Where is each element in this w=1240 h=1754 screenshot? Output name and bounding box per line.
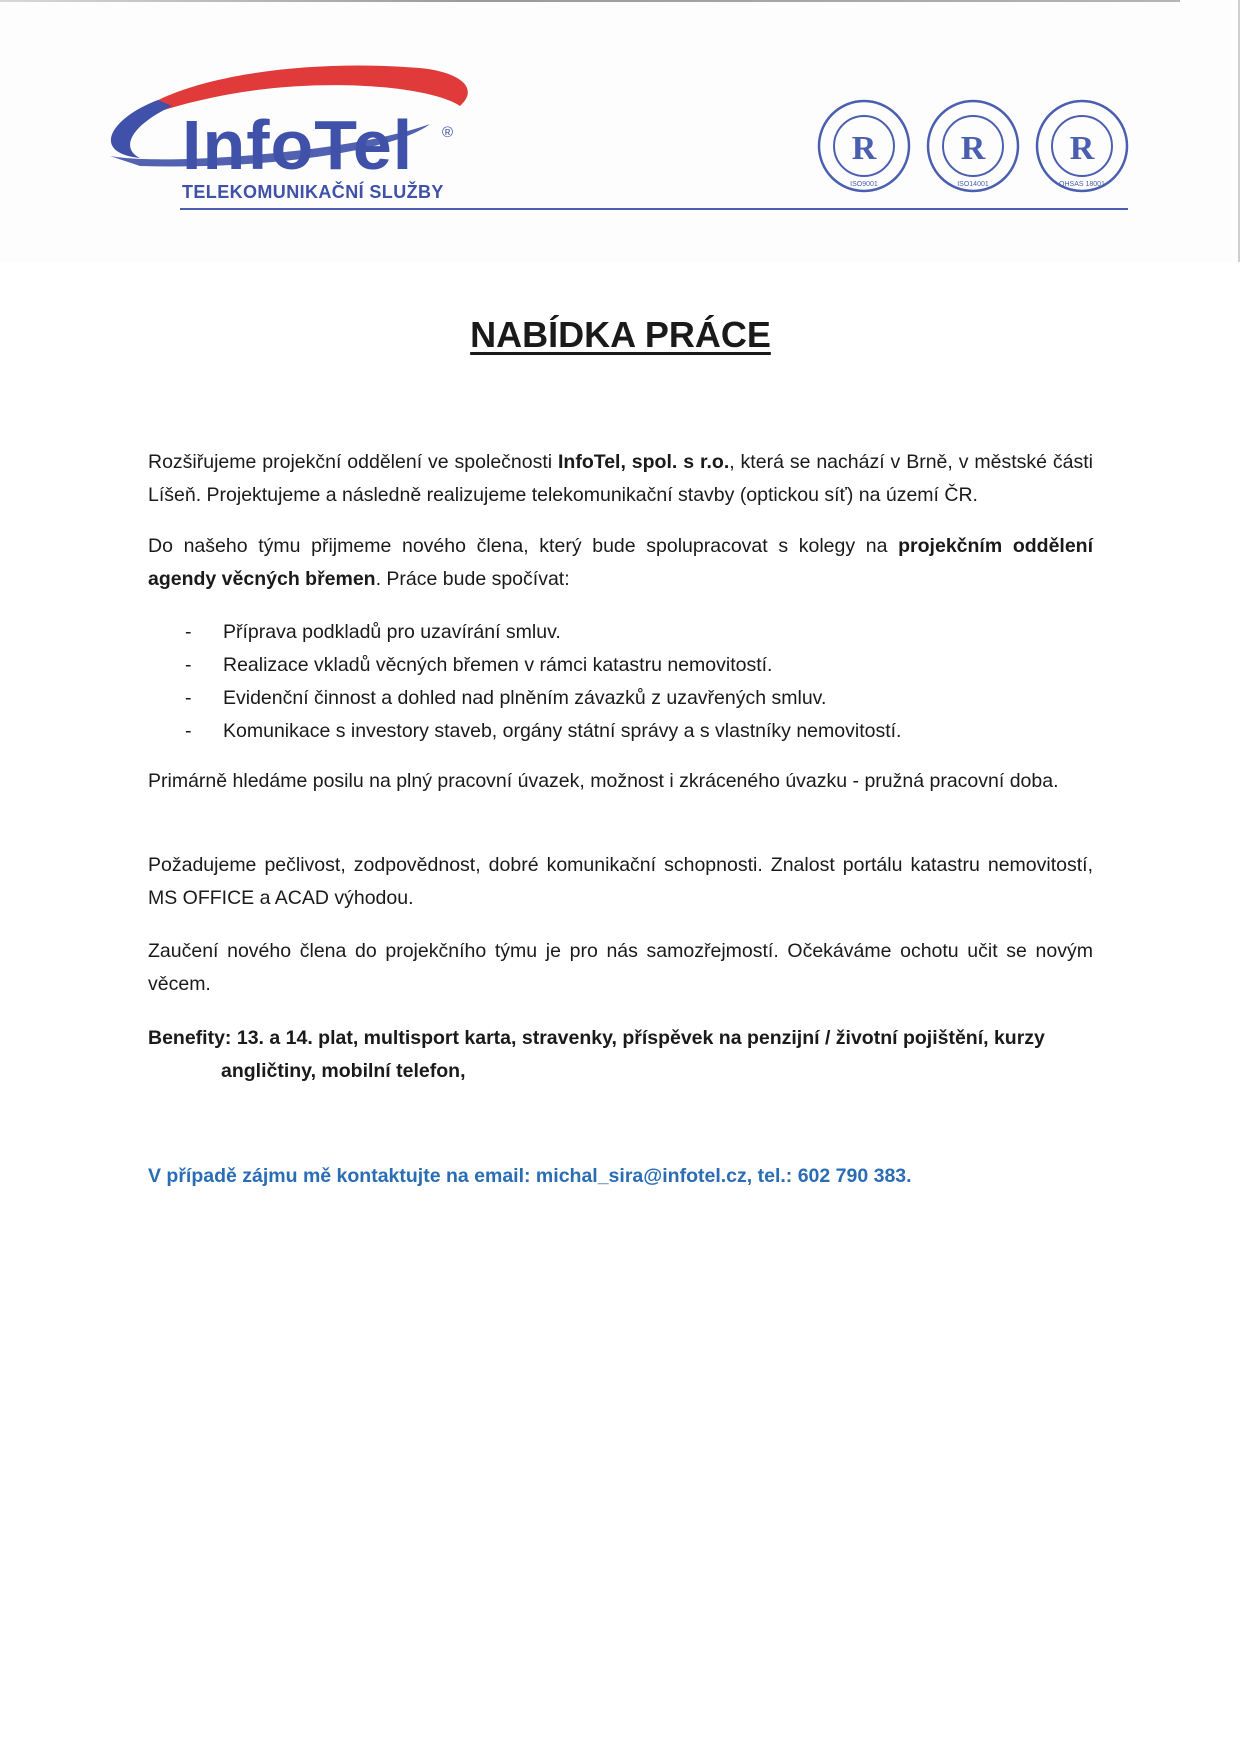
task-text: Příprava podkladů pro uzavírání smluv. — [223, 621, 561, 643]
logo-wordmark: InfoTel — [182, 106, 414, 184]
page-title: NABÍDKA PRÁCE — [470, 314, 771, 355]
bullet-dash: - — [185, 654, 192, 676]
letterhead-divider — [180, 208, 1128, 210]
letterhead — [0, 0, 1240, 262]
svg-text:R: R — [960, 130, 986, 167]
contact-line: V případě zájmu mě kontaktujte na email: michal_sira@infotel.cz, tel.: 602 790 383. — [148, 1165, 912, 1187]
svg-text:R: R — [1069, 130, 1095, 167]
svg-text:ISO9001: ISO9001 — [850, 181, 878, 188]
intro-text: Rozšiřujeme projekční oddělení ve společnosti — [148, 451, 559, 473]
company-logo — [100, 58, 480, 208]
bullet-dash: - — [185, 621, 192, 643]
lrqa-seal-icon — [816, 98, 912, 194]
list-item — [148, 616, 1093, 649]
svg-text:OHSAS 18001: OHSAS 18001 — [1059, 181, 1105, 188]
requirements-paragraph: Požadujeme pečlivost, zodpovědnost, dobré komunikační schopnosti. Znalost portálu katastru nemovitostí, MS OFFICE a ACAD výhodou. — [148, 854, 1093, 909]
list-item — [148, 715, 1093, 748]
registered-mark: ® — [442, 124, 454, 141]
task-text: Evidenční činnost a dohled nad plněním závazků z uzavřených smluv. — [223, 687, 827, 709]
intro-text-end: , která se nachází v Brně, v městské části Líšeň. Projektujeme a následně realizujeme telekomunikační stavby (optickou síť) na území ČR. — [148, 451, 1093, 506]
workload-paragraph: Primárně hledáme posilu na plný pracovní úvazek, možnost i zkráceného úvazku - pružná pracovní doba. — [148, 770, 1059, 792]
team-text-end: . Práce bude spočívat: — [375, 568, 570, 590]
benefits-line: angličtiny, mobilní telefon, — [221, 1060, 466, 1082]
lrqa-seal-icon — [925, 98, 1021, 194]
bullet-dash: - — [185, 720, 192, 742]
team-paragraph — [148, 530, 1093, 596]
task-list — [148, 616, 1093, 748]
training-paragraph: Zaučení nového člena do projekčního týmu je pro nás samozřejmostí. Očekáváme ochotu učit se novým věcem. — [148, 940, 1093, 995]
certification-seals — [816, 98, 1132, 194]
list-item — [148, 649, 1093, 682]
lrqa-seal-icon — [1034, 98, 1130, 194]
svg-text:R: R — [851, 130, 877, 167]
svg-text:ISO14001: ISO14001 — [957, 181, 989, 188]
task-text: Komunikace s investory staveb, orgány státní správy a s vlastníky nemovitostí. — [223, 720, 902, 742]
scan-edge-top — [0, 0, 1180, 2]
logo-tagline: TELEKOMUNIKAČNÍ SLUŽBY — [182, 182, 444, 202]
company-name: InfoTel, spol. s r.o. — [558, 451, 730, 473]
benefits-paragraph — [148, 1022, 1093, 1088]
benefits-line: Benefity: 13. a 14. plat, multisport karta, stravenky, příspěvek na penzijní / životní pojištění, kurzy — [148, 1027, 1045, 1049]
bullet-dash: - — [185, 687, 192, 709]
team-text: Do našeho týmu přijmeme nového člena, který bude spolupracovat s kolegy na — [148, 535, 899, 557]
intro-paragraph — [148, 446, 1093, 512]
task-text: Realizace vkladů věcných břemen v rámci katastru nemovitostí. — [223, 654, 773, 676]
list-item — [148, 682, 1093, 715]
department-name: projekčním oddělení agendy věcných břemen — [148, 535, 1094, 590]
